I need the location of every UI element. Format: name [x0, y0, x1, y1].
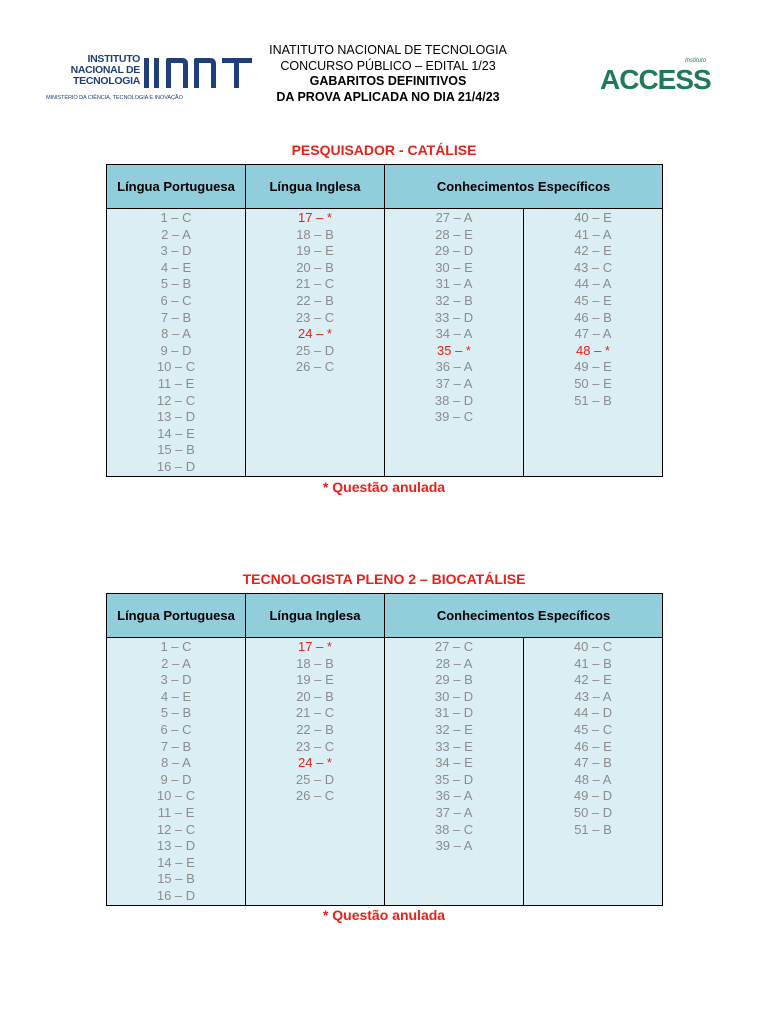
answer-item: 30 – E — [435, 259, 473, 275]
answer-item: 5 – B — [160, 705, 192, 721]
answer-item: 49 – D — [573, 788, 613, 804]
answer-item: 15 – B — [157, 442, 195, 458]
answer-item: 1 – C — [160, 639, 192, 654]
answer-item: 4 – E — [160, 688, 192, 704]
answer-item: 9 – D — [160, 342, 192, 358]
answer-item: 13 – D — [156, 838, 196, 854]
answer-item: 50 – E — [574, 375, 612, 391]
answer-item: 9 – D — [160, 771, 192, 787]
column-header-specific: Conhecimentos Específicos — [385, 594, 663, 638]
answer-item: 33 – D — [434, 309, 474, 325]
column-header-portuguese: Língua Portuguesa — [107, 594, 246, 638]
answer-item: 2 – A — [161, 226, 191, 242]
answer-item: 36 – A — [435, 788, 473, 804]
answer-item: 21 – C — [295, 705, 335, 721]
answer-item: 41 – B — [574, 655, 612, 671]
answer-item: 29 – D — [434, 243, 474, 259]
answer-item: 37 – A — [435, 804, 473, 820]
answer-item: 42 – E — [574, 672, 612, 688]
answer-item: 29 – B — [435, 672, 473, 688]
answer-item: 6 – C — [160, 721, 192, 737]
column-header-english: Língua Inglesa — [246, 594, 385, 638]
answers-specific-b — [524, 209, 663, 477]
answer-item: 18 – B — [296, 226, 334, 242]
answers-portuguese — [107, 638, 246, 906]
answer-item: 14 – E — [157, 854, 195, 870]
answer-item: 37 – A — [435, 375, 473, 391]
answer-item: 51 – B — [574, 392, 612, 408]
answer-item: 45 – C — [573, 721, 613, 737]
section-title: TECNOLOGISTA PLENO 2 – BIOCATÁLISE — [242, 571, 526, 587]
answer-item: 7 – B — [160, 738, 192, 754]
answers-specific-a — [385, 638, 524, 906]
answer-item: 46 – B — [574, 309, 612, 325]
answer-item: 35 – D — [434, 771, 474, 787]
answer-item: 26 – C — [295, 788, 335, 804]
answer-item: 32 – B — [435, 292, 473, 308]
answer-item: 32 – E — [435, 721, 473, 737]
answer-item: 26 – C — [295, 359, 335, 375]
answer-item-annulled: 24 – * — [298, 326, 332, 342]
answer-item: 22 – B — [296, 721, 334, 737]
answer-item: 15 – B — [157, 871, 195, 887]
answer-item: 40 – E — [574, 210, 612, 225]
answer-item: 13 – D — [156, 409, 196, 425]
answer-item: 47 – A — [574, 326, 612, 342]
answer-item: 27 – C — [434, 639, 474, 654]
answer-item-annulled: 24 – * — [298, 755, 332, 771]
answer-item: 43 – C — [573, 259, 613, 275]
answer-item: 36 – A — [435, 359, 473, 375]
answer-item: 23 – C — [295, 738, 335, 754]
answer-item: 23 – C — [295, 309, 335, 325]
answers-specific-a — [385, 209, 524, 477]
answer-item: 38 – D — [434, 392, 474, 408]
heading-line4: DA PROVA APLICADA NO DIA 21/4/23 — [276, 89, 500, 104]
answer-item: 39 – C — [434, 409, 474, 425]
answer-item: 16 – D — [156, 887, 196, 903]
answer-item: 4 – E — [160, 259, 192, 275]
answer-item: 50 – D — [573, 804, 613, 820]
answers-specific-b — [524, 638, 663, 906]
answer-item: 38 – C — [434, 821, 474, 837]
int-logo-line3: TECNOLOGIA — [73, 75, 140, 87]
answer-item: 49 – E — [574, 359, 612, 375]
answer-item: 11 – E — [157, 804, 195, 820]
answer-item: 25 – D — [295, 771, 335, 787]
answer-table — [106, 593, 663, 906]
answer-item-annulled: 48 – * — [576, 342, 610, 358]
answer-item: 8 – A — [161, 326, 191, 342]
answer-item: 33 – E — [435, 738, 473, 754]
heading-line3: GABARITOS DEFINITIVOS — [309, 74, 467, 88]
int-logo — [44, 54, 224, 104]
answer-item: 27 – A — [435, 210, 473, 225]
answer-item: 20 – B — [296, 259, 334, 275]
answer-item: 10 – C — [156, 359, 196, 375]
answer-item: 31 – D — [434, 705, 474, 721]
heading-line1: INATITUTO NACIONAL DE TECNOLOGIA — [269, 43, 507, 57]
answer-item: 41 – A — [574, 226, 612, 242]
column-header-english: Língua Inglesa — [246, 165, 385, 209]
answer-item: 44 – D — [573, 705, 613, 721]
answer-item: 47 – B — [574, 755, 612, 771]
column-header-specific: Conhecimentos Específicos — [385, 165, 663, 209]
answer-item: 19 – E — [296, 243, 334, 259]
answer-item: 43 – A — [574, 688, 612, 704]
answers-english — [246, 638, 385, 906]
answer-item: 28 – E — [435, 226, 473, 242]
access-logo — [600, 58, 710, 98]
answer-item: 12 – C — [156, 392, 196, 408]
heading-line2: CONCURSO PÚBLICO – EDITAL 1/23 — [280, 58, 496, 73]
annulled-note: * Questão anulada — [322, 907, 446, 923]
answer-item-annulled: 35 – * — [437, 342, 471, 358]
answer-item: 46 – E — [574, 738, 612, 754]
answer-item: 22 – B — [296, 292, 334, 308]
answer-item-annulled: 17 – * — [298, 210, 332, 225]
answer-item: 5 – B — [160, 276, 192, 292]
answer-item: 21 – C — [295, 276, 335, 292]
annulled-note: * Questão anulada — [322, 479, 446, 495]
column-header-portuguese: Língua Portuguesa — [107, 165, 246, 209]
answer-item: 10 – C — [156, 788, 196, 804]
section-title: PESQUISADOR - CATÁLISE — [291, 142, 477, 158]
answer-item: 44 – A — [574, 276, 612, 292]
answer-item: 2 – A — [161, 655, 191, 671]
answer-item: 7 – B — [160, 309, 192, 325]
answer-item: 18 – B — [296, 655, 334, 671]
answer-item: 39 – A — [435, 838, 473, 854]
answer-table — [106, 164, 663, 477]
answer-item: 1 – C — [160, 210, 192, 225]
int-logo-line2: NACIONAL DE — [70, 64, 140, 76]
answers-portuguese — [107, 209, 246, 477]
answer-item: 3 – D — [160, 672, 192, 688]
answer-item: 40 – C — [573, 639, 613, 654]
answer-item: 28 – A — [435, 655, 473, 671]
int-logo-line1: INSTITUTO — [87, 53, 140, 65]
innt-logo-icon — [144, 56, 254, 90]
answer-item: 34 – E — [435, 755, 473, 771]
answer-item: 34 – A — [435, 326, 473, 342]
answer-item: 20 – B — [296, 688, 334, 704]
access-logo-wordmark: ACCESS — [600, 64, 711, 95]
answer-item: 51 – B — [574, 821, 612, 837]
answer-item: 16 – D — [156, 458, 196, 474]
answer-item: 3 – D — [160, 243, 192, 259]
answer-item: 42 – E — [574, 243, 612, 259]
answer-item: 45 – E — [574, 292, 612, 308]
int-logo-wordmark — [44, 54, 140, 87]
answers-english — [246, 209, 385, 477]
answer-item: 6 – C — [160, 292, 192, 308]
answer-item: 25 – D — [295, 342, 335, 358]
page-header — [0, 0, 768, 130]
answer-item: 8 – A — [161, 755, 191, 771]
answer-item-annulled: 17 – * — [298, 639, 332, 654]
answer-item: 31 – A — [435, 276, 473, 292]
access-logo-tagline: Instituto — [684, 58, 706, 64]
answer-item: 14 – E — [157, 425, 195, 441]
answer-item: 12 – C — [156, 821, 196, 837]
document-heading — [240, 43, 536, 105]
int-logo-subtitle: MINISTÉRIO DA CIÊNCIA, TECNOLOGIA E INOVAÇÃO — [46, 95, 183, 101]
answer-item: 30 – D — [434, 688, 474, 704]
answer-item: 11 – E — [157, 375, 195, 391]
answer-item: 19 – E — [296, 672, 334, 688]
answer-item: 48 – A — [574, 771, 612, 787]
